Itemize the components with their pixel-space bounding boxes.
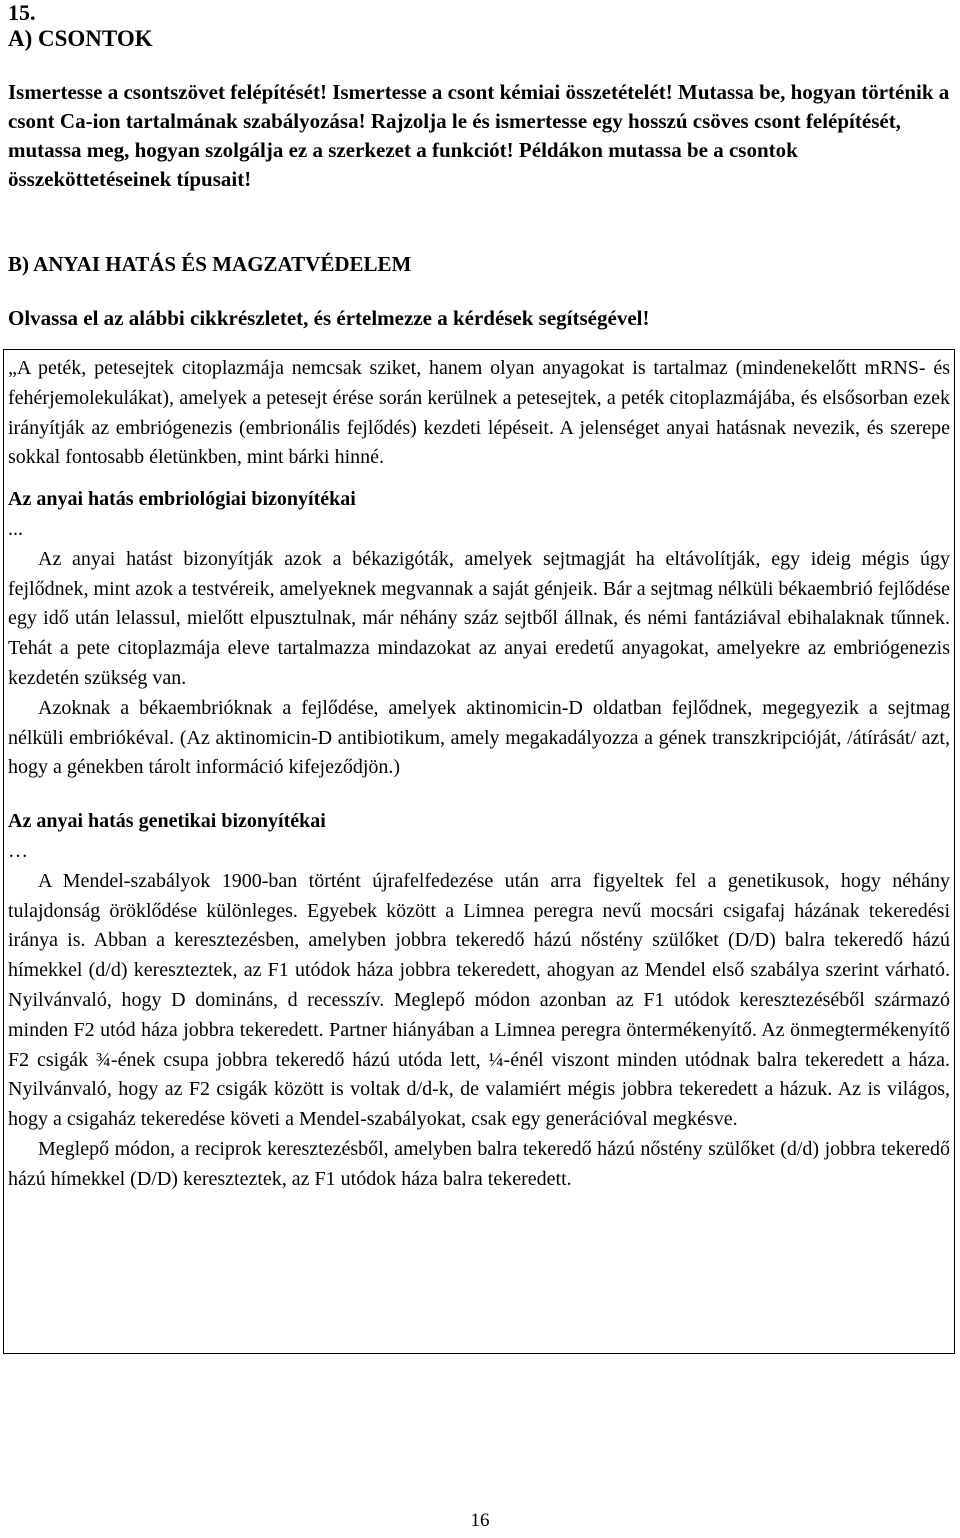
omission-mark: …	[8, 839, 28, 862]
section-b-title: B) ANYAI HATÁS ÉS MAGZATVÉDELEM	[8, 252, 412, 276]
article-paragraph: Az anyai hatást bizonyítják azok a békazigóták, amelyek sejtmagját ha eltávolítják, egy ideig mégis úgy fejlődnek, mint azok a testvéreik, amelyeknek megvannak a saját génjeik. Bár a sejtmag nélküli békaembrió fejlődése egy idő után lelassul, mielőtt elpusztulnak, már néhány száz sejtből állnak, és némi fantáziával ebihalaknak tűnnek. Tehát a pete citoplazmája eleve tartalmazza mindazokat az anyai eredetű anyagokat, amelyekre az embriógenezis kezdetén szükség van.	[8, 547, 950, 689]
question-number: 15.	[8, 0, 36, 25]
article-intro: „A peték, petesejtek citoplazmája nemcsak sziket, hanem olyan anyagokat is tartalmaz (mindenekelőtt mRNS- és fehérjemolekulákat), amelyek a petesejt érése során kerülnek a petesejtek, a peték citoplazmájába, és elsősorban ezek irányítják az embriógenezis (embrionális fejlődés) kezdeti lépéseit. A jelenséget anyai hatásnak nevezik, és szerepe sokkal fontosabb életünkben, mint bárki hinné.	[8, 357, 950, 469]
heading-genetic-evidence: Az anyai hatás genetikai bizonyítékai	[8, 810, 326, 833]
section-a-question: Ismertesse a csontszövet felépítését! Ismertesse a csont kémiai összetételét! Mutassa be, hogyan történik a csont Ca-ion tartalmának szabályozása! Rajzolja le és ismertesse egy hosszú csöves csont felépítését, mutassa meg, hogyan szolgálja ez a szerkezet a funkciót! Példákon mutassa be a csontok összeköttetéseinek típusait!	[8, 80, 950, 191]
article-paragraph: Azoknak a békaembrióknak a fejlődése, amelyek aktinomicin-D oldatban fejlődnek, megegyezik a sejtmag nélküli embriókéval. (Az aktinomicin-D antibiotikum, amely megakadályozza a gének transzkripcióját, /átírását/ azt, hogy a génekben tárolt információ kifejeződjön.)	[8, 696, 950, 779]
page-number: 16	[470, 1510, 490, 1531]
heading-embryological-evidence: Az anyai hatás embriológiai bizonyítékai	[8, 488, 356, 511]
article-paragraph: A Mendel-szabályok 1900-ban történt újrafelfedezése után arra figyeltek fel a genetikusok, hogy néhány tulajdonság öröklődése különleges. Egyebek között a Limnea peregra nevű mocsári csigafaj házának tekeredési iránya is. Abban a keresztezésben, amelyben jobbra tekeredő házú nőstény szülőket (D/D) balra tekeredő házú hímekkel (d/d) kereszteztek, az F1 utódok háza jobbra tekeredett, ahogyan az Mendel első szabálya szerint várható. Nyilvánvaló, hogy D domináns, d recesszív. Meglepő módon azonban az F1 utódok keresztezéséből származó minden F2 utód háza jobbra tekeredett. Partner hiányában a Limnea peregra öntermékenyítő. Az önmegtermékenyítő F2 csigák ¾-ének csupa jobbra tekeredő házú utóda lett, ¼-énél viszont minden utódnak balra tekeredett a háza. Nyilvánvaló, hogy az F2 csigák között is voltak d/d-k, de valamiért mégis jobbra tekeredett a házuk. Az is világos, hogy a csigaház tekeredése követi a Mendel-szabályokat, csak egy generációval megkésve.	[8, 869, 950, 1131]
article-paragraph: Meglepő módon, a reciprok keresztezésből, amelyben balra tekeredő házú nőstény szülőket (d/d) jobbra tekeredő házú hímekkel (D/D) kereszteztek, az F1 utódok háza balra tekeredett.	[8, 1137, 950, 1190]
article-box	[3, 349, 955, 1354]
omission-mark: ...	[8, 517, 23, 540]
section-a-title: A) CSONTOK	[8, 26, 153, 51]
section-b-instruction: Olvassa el az alábbi cikkrészletet, és értelmezze a kérdések segítségével!	[8, 306, 650, 330]
